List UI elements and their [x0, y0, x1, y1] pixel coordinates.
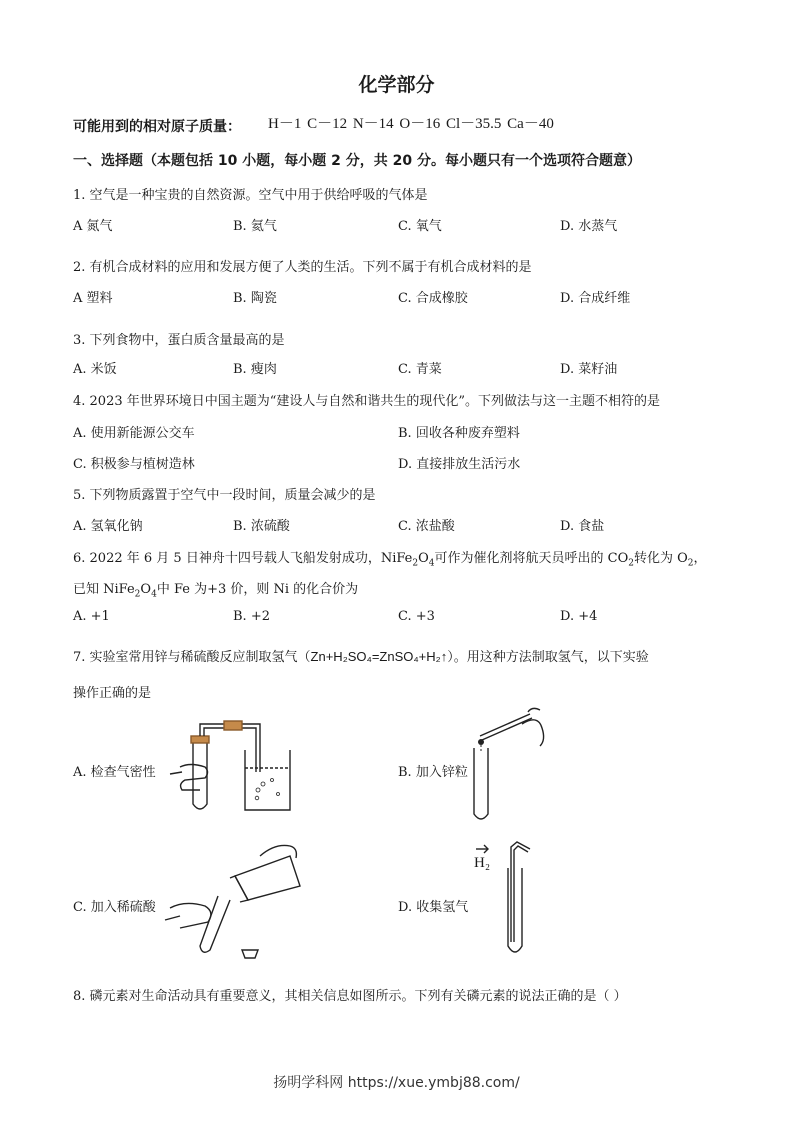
page-footer: 扬明学科网 https://xue.ymbj88.com/ [273, 1075, 520, 1091]
q4-option-c: C. 积极参与植树造林 [73, 457, 195, 472]
q5-option-b: B. 浓硫酸 [233, 519, 290, 534]
atomic-mass-label: 可能用到的相对原子质量： [73, 119, 241, 135]
q7-figure-a-airtightness [160, 712, 310, 822]
q5-option-c: C. 浓盐酸 [398, 519, 455, 534]
q7-option-c: C. 加入稀硫酸 [73, 900, 156, 915]
q6-option-c: C. +3 [398, 609, 435, 624]
question-5-stem: 5. 下列物质露置于空气中一段时间，质量会减少的是 [73, 488, 376, 503]
q7-figure-c-add-acid [160, 838, 310, 963]
q6-option-a: A. +1 [73, 609, 110, 624]
question-8-stem: 8. 磷元素对生命活动具有重要意义，其相关信息如图所示。下列有关磷元素的说法正确的是（ ） [73, 989, 627, 1004]
section-heading: 一、选择题（本题包括 10 小题，每小题 2 分，共 20 分。每小题只有一个选项符合题意） [73, 153, 641, 169]
question-2-stem: 2. 有机合成材料的应用和发展方便了人类的生活。下列不属于有机合成材料的是 [73, 260, 532, 275]
q7-option-b: B. 加入锌粒 [398, 765, 468, 780]
question-1-stem: 1. 空气是一种宝贵的自然资源。空气中用于供给呼吸的气体是 [73, 188, 428, 203]
q7-h2-label: H₂ [474, 855, 491, 871]
question-6-stem-line-2: 已知 $NiFe_2O_4$中 Fe 为+3 价，则 Ni 的化合价为 [73, 582, 359, 600]
q2-option-c: C. 合成橡胶 [398, 291, 468, 306]
q1-option-d: D. 水蒸气 [560, 219, 618, 234]
q4-option-d: D. 直接排放生活污水 [398, 457, 521, 472]
q3-option-c: C. 青菜 [398, 362, 442, 377]
q6-option-b: B. +2 [233, 609, 270, 624]
question-3-stem: 3. 下列食物中，蛋白质含量最高的是 [73, 333, 285, 348]
question-7-stem-line-1: 7. 实验室常用锌与稀硫酸反应制取氢气（Zn+H₂SO₄=ZnSO₄+H₂↑）。用这种方法制取氢气，以下实验 [73, 649, 649, 665]
q2-option-d: D. 合成纤维 [560, 291, 631, 306]
q2-option-b: B. 陶瓷 [233, 291, 277, 306]
question-6-stem-line-1: 6. 2022 年 6 月 5 日神舟十四号载人飞船发射成功，$NiFe_2O_4$可作为催化剂将航天员呼出的 $CO_2$转化为 $O_2$， [73, 551, 707, 569]
question-4-stem: 4. 2023 年世界环境日中国主题为“建设人与自然和谐共生的现代化”。下列做法与这一主题不相符的是 [73, 394, 661, 409]
q7-option-a: A. 检查气密性 [73, 765, 156, 780]
q4-option-b: B. 回收各种废弃塑料 [398, 426, 520, 441]
q7-equation: Zn+H₂SO₄=ZnSO₄+H₂↑ [310, 649, 448, 664]
q4-option-a: A. 使用新能源公交车 [73, 426, 195, 441]
q1-option-a: A 氮气 [73, 219, 113, 234]
q1-option-c: C. 氧气 [398, 219, 442, 234]
q7-figure-b-add-zinc [470, 706, 560, 826]
question-7-stem-line-2: 操作正确的是 [73, 686, 152, 701]
atomic-mass-values: H－1 C－12 N－14 O－16 Cl－35.5 Ca－40 [268, 116, 554, 132]
q1-option-b: B. 氦气 [233, 219, 277, 234]
q3-option-d: D. 菜籽油 [560, 362, 618, 377]
q5-option-a: A. 氢氧化钠 [73, 519, 143, 534]
q2-option-a: A 塑料 [73, 291, 113, 306]
q6-option-d: D. +4 [560, 609, 598, 624]
q5-option-d: D. 食盐 [560, 519, 605, 534]
q7-option-d: D. 收集氢气 [398, 900, 469, 915]
page-title: 化学部分 [358, 74, 435, 96]
q3-option-a: A. 米饭 [73, 362, 117, 377]
q3-option-b: B. 瘦肉 [233, 362, 277, 377]
